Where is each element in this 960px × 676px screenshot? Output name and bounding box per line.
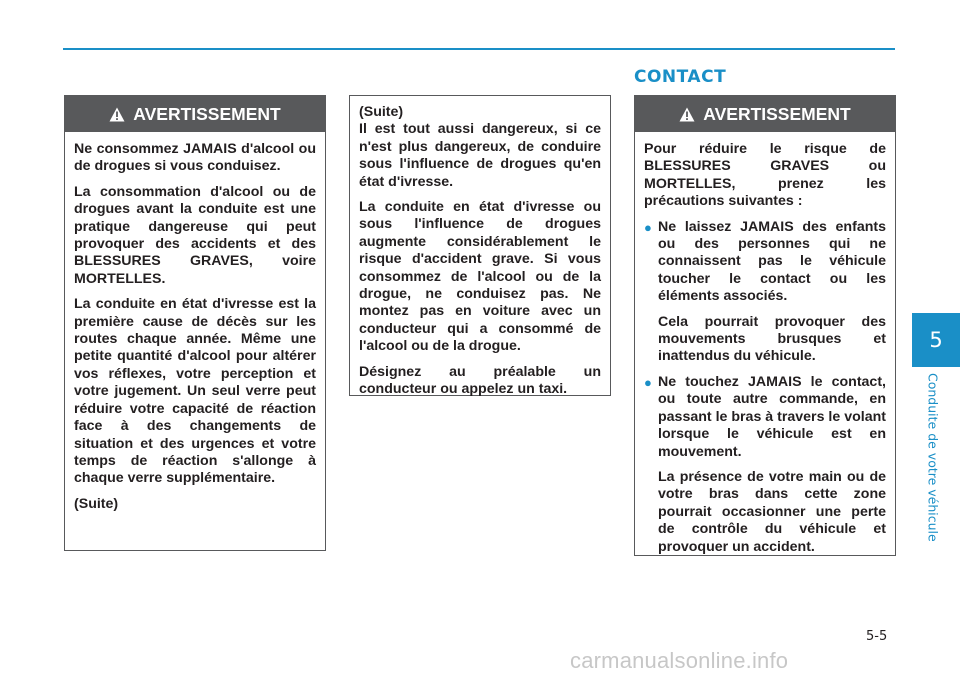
list-item xyxy=(644,219,886,366)
section-title: CONTACT xyxy=(634,67,727,87)
chapter-number: 5 xyxy=(929,328,943,352)
top-rule xyxy=(63,48,895,50)
chapter-label xyxy=(921,369,945,545)
warning-title: AVERTISSEMENT xyxy=(133,103,281,124)
warning-title: AVERTISSEMENT xyxy=(703,103,851,124)
warning-header xyxy=(65,96,325,132)
watermark: carmanualsonline.info xyxy=(570,648,789,673)
continued-paragraph: La conduite en état d'ivresse ou sous l'influence de drogues augmente considérablement le risque d'accident grave. Si vous consommez de l'alcool ou de la drogue, ne conduisez pas. Ne montez pas en voiture avec un conducteur qui a consommé de l'alcool ou de la drogue. xyxy=(359,199,601,355)
warning-paragraph: La consommation d'alcool ou de drogues avant la conduite est une pratique dangereuse qui peut provoquer des accidents et des BLESSURES GRAVES, voire MORTELLES. xyxy=(74,183,316,287)
warning-intro: Pour réduire le risque de BLESSURES GRAVES ou MORTELLES, prenez les précautions suivantes : xyxy=(644,141,886,210)
warning-box-right xyxy=(634,95,896,556)
chapter-tab xyxy=(912,313,960,367)
warning-paragraph: Ne consommez JAMAIS d'alcool ou de drogues si vous conduisez. xyxy=(74,141,316,175)
bullet-detail: La présence de votre main ou de votre bras dans cette zone pourrait occasionner une perte de contrôle du véhicule et provoquer un accident. xyxy=(658,468,886,555)
continued-paragraph: (Suite) Il est tout aussi dangereux, si ce n'est plus dangereux, de conduire sous l'influence de drogues qu'en état d'ivresse. xyxy=(359,104,601,190)
bullet-text: Ne touchez JAMAIS le contact, ou toute autre commande, en passant le bras à travers le volant lorsque le véhicule est en mouvement. xyxy=(658,373,886,460)
warning-paragraph: (Suite) xyxy=(74,495,119,512)
warning-box-left xyxy=(64,95,326,551)
list-item xyxy=(644,374,886,556)
warning-header xyxy=(635,96,895,132)
warning-triangle-icon xyxy=(679,107,695,122)
bullet-text: Ne laissez JAMAIS des enfants ou des personnes qui ne connaissent pas le véhicule toucher le contact ou les éléments associés. xyxy=(658,218,886,305)
precaution-list xyxy=(644,219,886,556)
bullet-dot-icon: ● xyxy=(644,219,652,235)
warning-triangle-icon xyxy=(109,107,125,122)
bullet-dot-icon: ● xyxy=(644,374,652,390)
bullet-detail: Cela pourrait provoquer des mouvements brusques et inattendus du véhicule. xyxy=(658,313,886,365)
continued-paragraph: Désignez au préalable un conducteur ou appelez un taxi. xyxy=(359,363,601,398)
warning-paragraph: La conduite en état d'ivresse est la première cause de décès sur les routes chaque année. Même une petite quantité d'alcool pour altérer vos réflexes, votre perception et votre jugement. Un seul verre peut réduire votre capacité de réaction face à des changements de situation et des urgences et votre temps de réaction s'allonge à chaque verre supplémentaire. xyxy=(74,296,316,487)
page-number: 5-5 xyxy=(866,629,888,644)
continued-box xyxy=(349,95,611,396)
chapter-label-text: Conduite de votre véhicule xyxy=(925,372,941,542)
